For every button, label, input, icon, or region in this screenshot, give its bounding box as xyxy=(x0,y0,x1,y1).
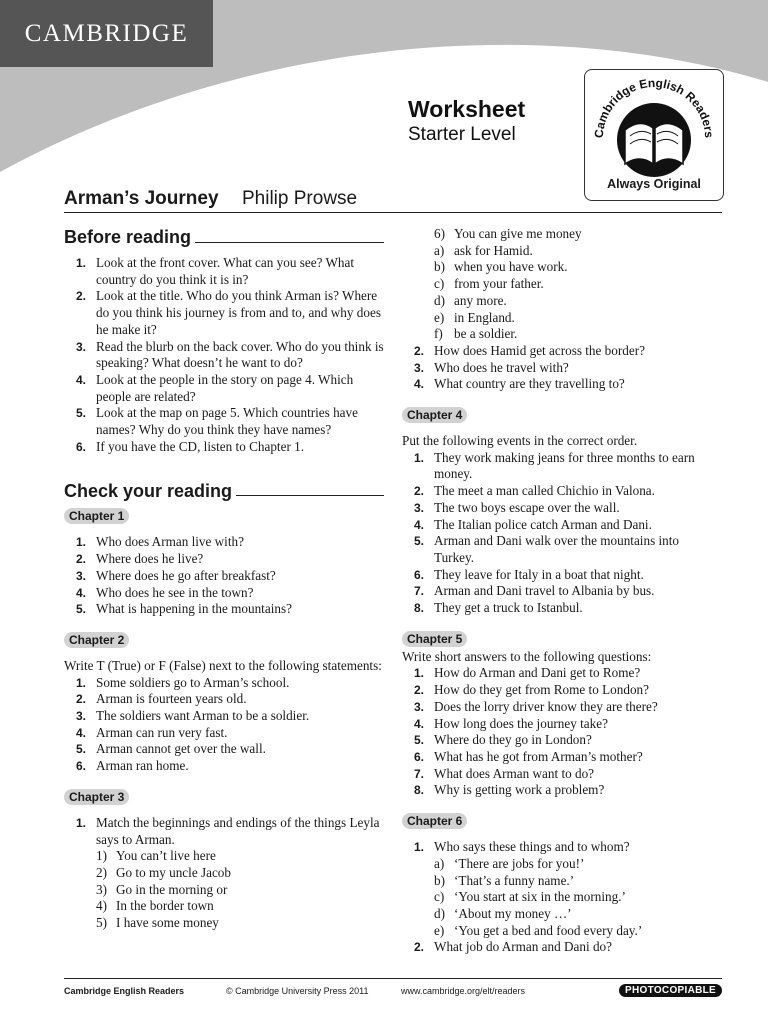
list-item: 7. What does Arman want to do? xyxy=(413,765,595,781)
list-item: 1. Some soldiers go to Arman’s school. xyxy=(75,674,290,690)
chapter-4-list xyxy=(402,450,722,617)
list-item: 7. Arman and Dani travel to Albania by bus. xyxy=(413,583,655,599)
chapter-2-list xyxy=(64,675,384,775)
footer-url[interactable]: www.cambridge.org/elt/readers xyxy=(401,986,526,996)
footer-series: Cambridge English Readers xyxy=(64,986,185,996)
cer-logo xyxy=(584,69,724,201)
sub-item: f) be a soldier. xyxy=(434,326,518,342)
chapter-4-intro: Put the following events in the correct order. xyxy=(402,433,638,449)
sub-item: d) any more. xyxy=(434,292,507,308)
chapter-3-list-cont xyxy=(402,343,722,393)
list-item: 4. Who does he see in the town? xyxy=(75,584,254,600)
list-item: 6. What has he got from Arman’s mother? xyxy=(413,748,643,764)
list-item: 2. What job do Arman and Dani do? xyxy=(413,939,612,955)
list-item: 2. Look at the title. Who do you think Arman is? Where do you think his journey is from and to, and why does he make it? xyxy=(75,288,381,337)
list-item: 8. They get a truck to Istanbul. xyxy=(413,600,583,616)
logo-arc-text: Cambridge English Readers xyxy=(591,75,717,139)
right-column xyxy=(402,226,722,956)
list-item: 5. Arman cannot get over the wall. xyxy=(75,741,266,757)
list-item: 6. They leave for Italy in a boat that night. xyxy=(413,566,644,582)
list-item: 6. Arman ran home. xyxy=(75,758,189,774)
worksheet-level: Starter Level xyxy=(408,124,516,145)
sub-item: b) when you have work. xyxy=(434,259,568,275)
chapter-5-intro: Write short answers to the following questions: xyxy=(402,648,652,664)
chapter-2-intro: Write T (True) or F (False) next to the following statements: xyxy=(64,657,382,673)
list-item: 1. Look at the front cover. What can you see? What country do you think it is in? xyxy=(75,255,355,287)
list-item: 1. How do Arman and Dani get to Rome? xyxy=(413,665,641,681)
footer xyxy=(64,978,722,996)
list-item: 4. Arman can run very fast. xyxy=(75,724,228,740)
list-item: 2. How do they get from Rome to London? xyxy=(413,682,649,698)
book-title-row xyxy=(64,188,722,213)
sub-item: c) ‘You start at six in the morning.’ xyxy=(434,889,626,905)
sub-item: e) in England. xyxy=(434,309,515,325)
list-item: 3. Does the lorry driver know they are there? xyxy=(413,698,658,714)
chapter-6-label: Chapter 6 xyxy=(402,813,467,829)
footer-copyright: © Cambridge University Press 2011 xyxy=(226,986,369,996)
left-column xyxy=(64,224,384,932)
chapter-5-list xyxy=(402,665,722,799)
list-item: 5. Where do they go in London? xyxy=(413,732,592,748)
chapter-6-list xyxy=(402,839,722,956)
chapter-1-label: Chapter 1 xyxy=(64,508,129,524)
before-reading-list xyxy=(64,255,384,455)
list-item: 2. Where does he live? xyxy=(75,551,204,567)
list-item: 2. Arman is fourteen years old. xyxy=(75,691,247,707)
chapter-4-label: Chapter 4 xyxy=(402,407,467,423)
list-item: 3. The two boys escape over the wall. xyxy=(413,499,620,515)
list-item: 1. Who says these things and to whom? a) ‘There are jobs for you!’ b) ‘That’s a funny name.’ c) ‘You start at six in the morning.’ d) ‘About my money …’ e) ‘You get a bed and food every day.’ xyxy=(402,839,722,939)
sub-item: c) from your father. xyxy=(434,276,544,292)
check-reading-heading: Check your reading xyxy=(64,477,384,499)
sub-item: 4) In the border town xyxy=(96,898,214,914)
sub-item: b) ‘That’s a funny name.’ xyxy=(434,872,575,888)
list-item: 4. The Italian police catch Arman and Dani. xyxy=(413,516,652,532)
list-item: 1. Match the beginnings and endings of the things Leyla says to Arman. 1) You can’t live here 2) Go to my uncle Jacob 3) Go in the morning or 4) In the border town 5) I have some money xyxy=(64,815,384,932)
brand-logo: CAMBRIDGE xyxy=(0,0,213,67)
list-item: 1. They work making jeans for three months to earn money. xyxy=(413,449,695,482)
before-reading-heading: Before reading xyxy=(64,224,384,246)
list-item: 4. What country are they travelling to? xyxy=(413,376,625,392)
sub-item: d) ‘About my money …’ xyxy=(434,905,572,921)
list-item: 2. How does Hamid get across the border? xyxy=(413,342,645,358)
chapter-1-list xyxy=(64,534,384,618)
book-title: Arman’s Journey xyxy=(64,188,219,209)
sub-item: e) ‘You get a bed and food every day.’ xyxy=(434,922,643,938)
list-item: 5. What is happening in the mountains? xyxy=(75,601,292,617)
list-item: 4. Look at the people in the story on page 4. Which people are related? xyxy=(75,371,354,404)
list-item: 3. Where does he go after breakfast? xyxy=(75,567,276,583)
logo-caption: Always Original xyxy=(607,177,701,191)
list-item: 4. How long does the journey take? xyxy=(413,715,608,731)
book-author: Philip Prowse xyxy=(242,188,358,209)
sub-item: 1) You can’t live here xyxy=(96,848,216,864)
list-item: 2. The meet a man called Chichio in Valona. xyxy=(413,483,655,499)
sub-item: a) ‘There are jobs for you!’ xyxy=(434,855,585,871)
sub-item: 5) I have some money xyxy=(96,915,219,931)
list-item: 5. Arman and Dani walk over the mountains into Turkey. xyxy=(413,533,680,565)
list-item: 3. Who does he travel with? xyxy=(413,359,569,375)
worksheet-title: Worksheet xyxy=(408,96,526,122)
list-item: 6. If you have the CD, listen to Chapter 1. xyxy=(75,438,305,454)
list-item: 3. Read the blurb on the back cover. Who do you think is speaking? What doesn’t he want to do? xyxy=(75,338,384,371)
chapter-2-label: Chapter 2 xyxy=(64,632,129,648)
sub-item: 2) Go to my uncle Jacob xyxy=(96,864,231,880)
list-item: 8. Why is getting work a problem? xyxy=(413,782,605,798)
sub-item: a) ask for Hamid. xyxy=(434,242,533,258)
photocopiable-badge: PHOTOCOPIABLE xyxy=(619,984,722,997)
list-item: 5. Look at the map on page 5. Which countries have names? Why do you think they have names? xyxy=(75,405,358,438)
chapter-5-label: Chapter 5 xyxy=(402,631,467,647)
sub-item: 6) You can give me money xyxy=(434,226,582,241)
list-item: 3. The soldiers want Arman to be a soldier. xyxy=(75,708,310,724)
sub-item: 3) Go in the morning or xyxy=(96,881,228,897)
chapter-3-list xyxy=(64,815,384,932)
chapter-3-label: Chapter 3 xyxy=(64,789,129,805)
list-item: 1. Who does Arman live with? xyxy=(75,534,244,550)
